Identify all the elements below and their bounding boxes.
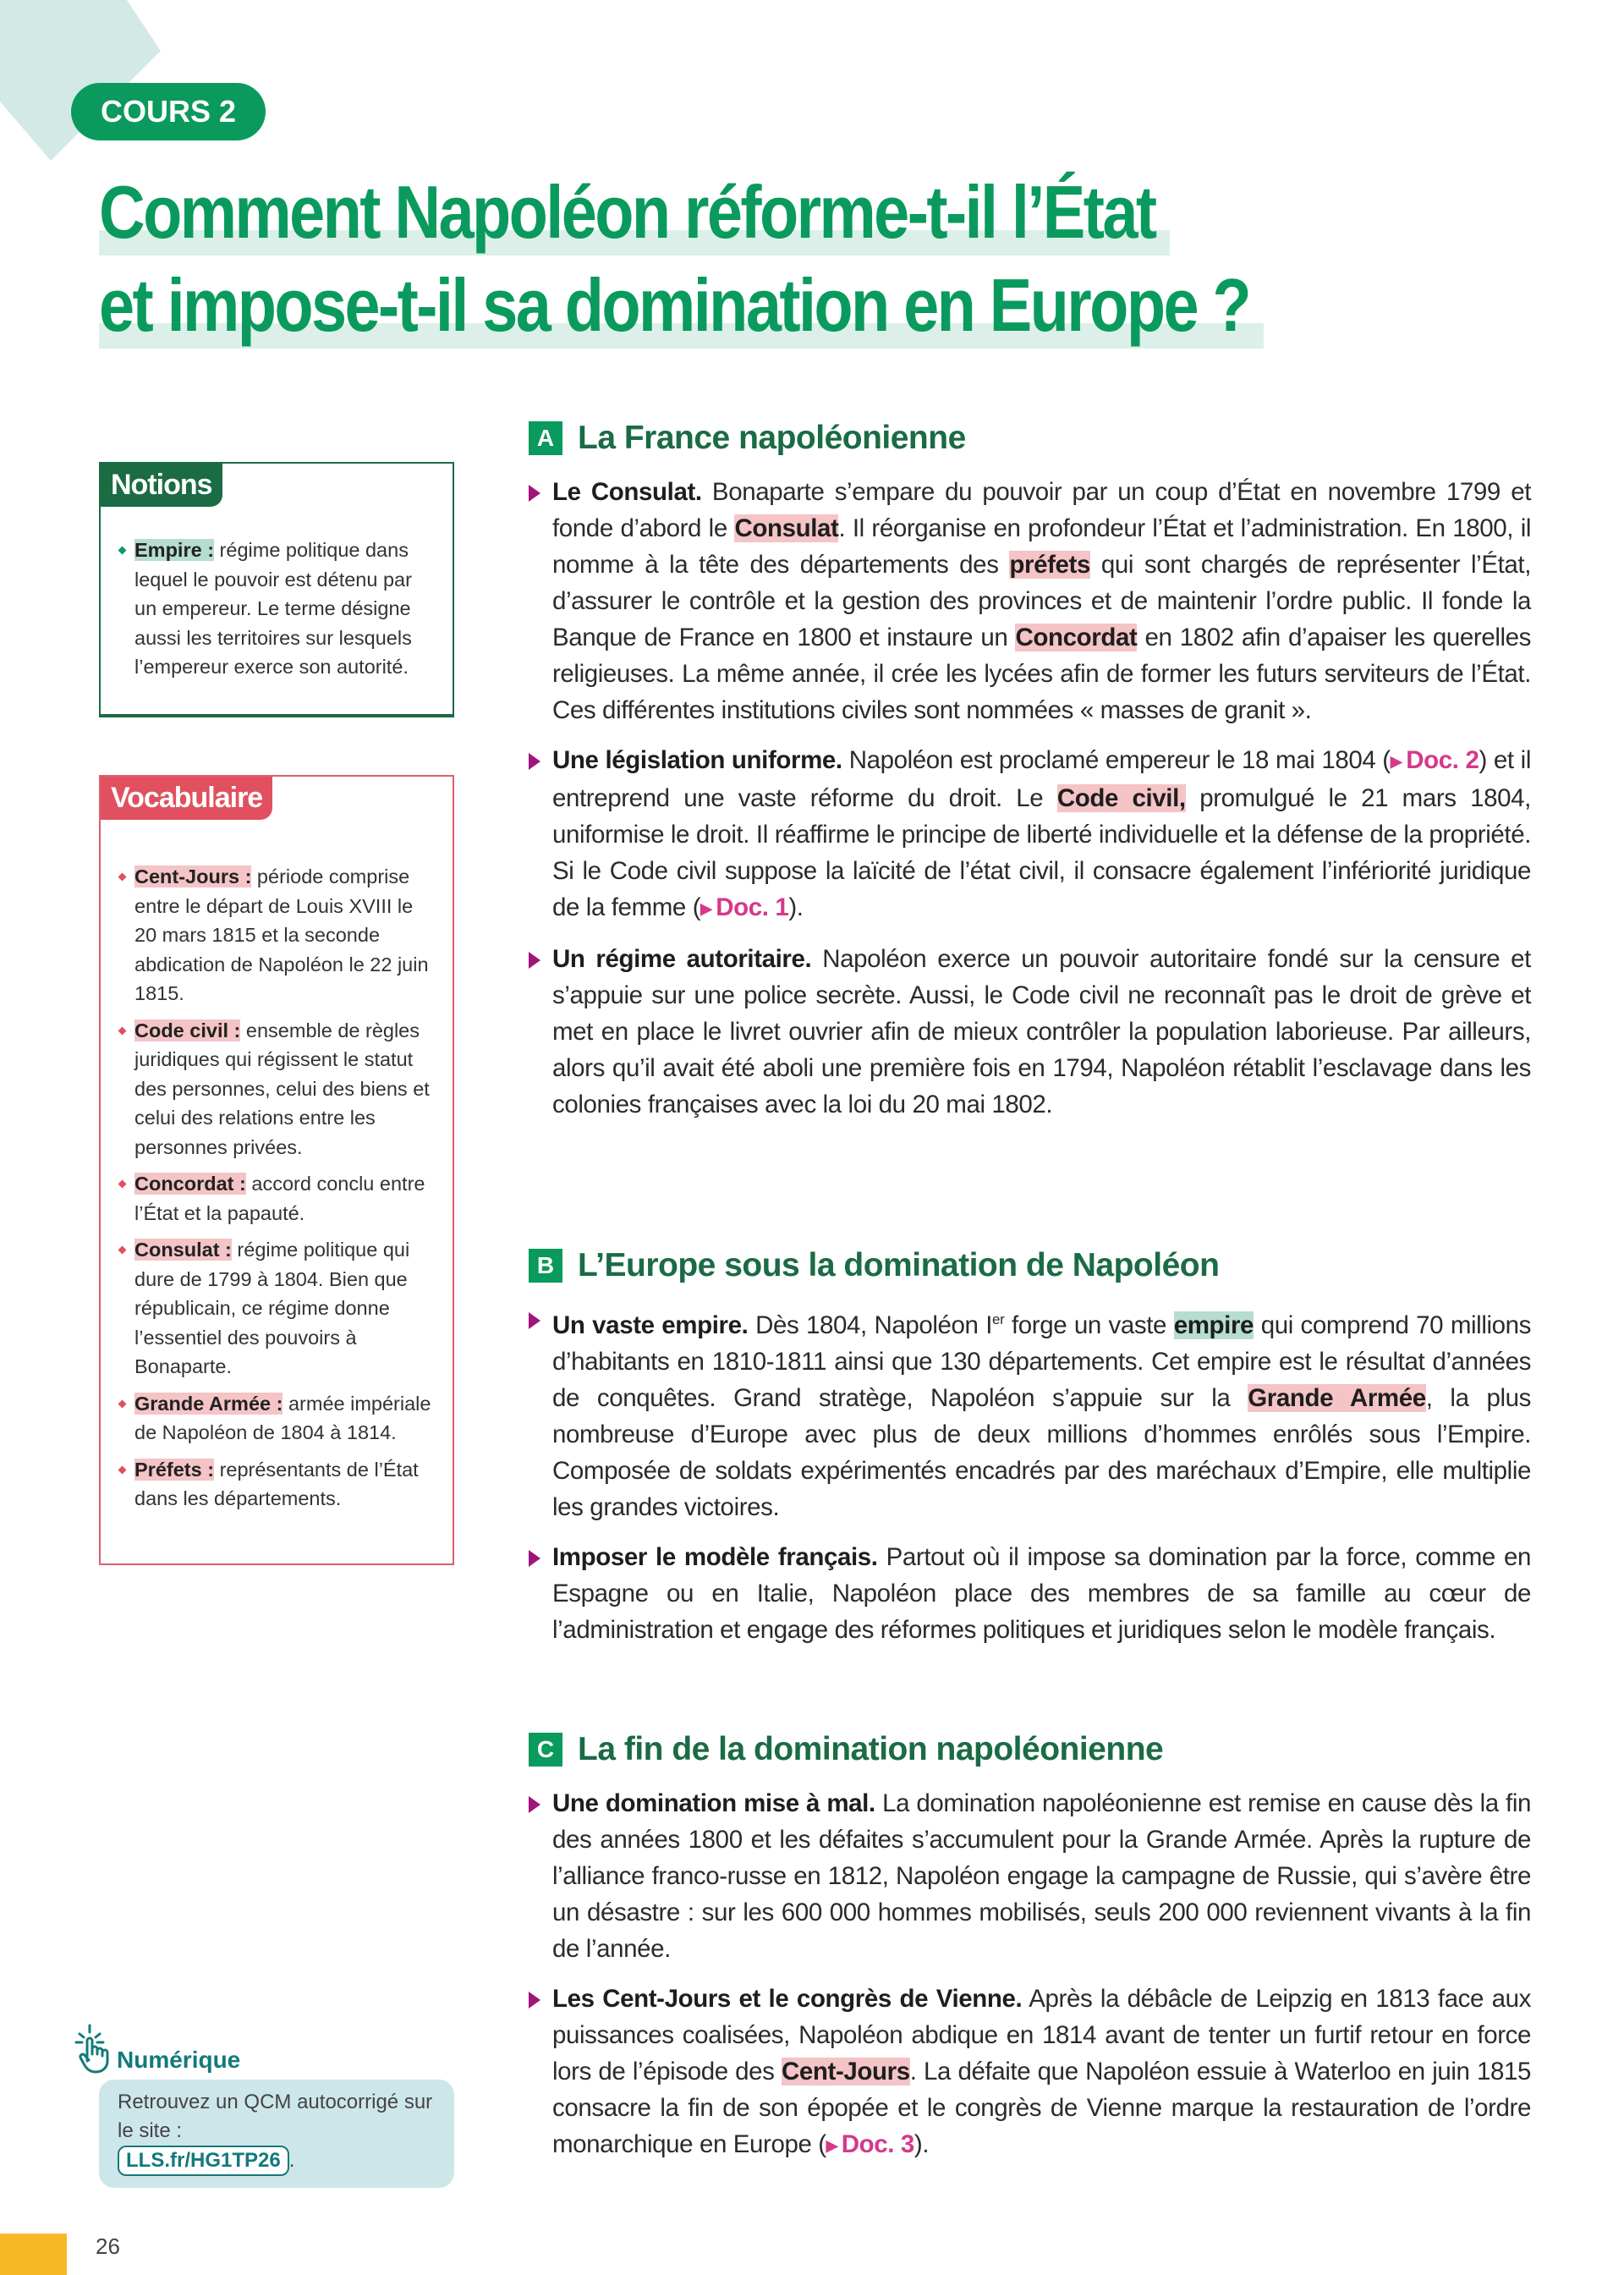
bullet-arrow-icon	[529, 952, 540, 969]
section-header	[529, 418, 1531, 459]
text-segment: ) et il entreprend une vaste réforme du droit. Le	[552, 746, 1531, 812]
vocab-definition: armée impériale de Napoléon de 1804 à 1814.	[134, 1392, 431, 1443]
section-title: La fin de la domination napoléonienne	[578, 1731, 1164, 1767]
vocab-term-highlight: préfets	[1009, 551, 1090, 579]
vocab-term-highlight: Grande Armée	[1248, 1383, 1426, 1412]
text-segment: , la plus nombreuse d’Europe avec plus de deux millions d’hommes enrôlés sous l’Empire. Composée de soldats expérimentés encadrés par des maréchaux d’Empire, elle multiplie les grandes victoires.	[552, 1383, 1531, 1521]
notions-title: Notions	[101, 464, 222, 507]
notion-item	[134, 536, 437, 682]
lead-phrase: Les Cent-Jours et le congrès de Vienne.	[552, 1985, 1023, 2013]
text-segment: Après la débâcle de Leipzig en 1813 face aux puissances coalisées, Napoléon abdique en 1814 avant de tenter un furtif retour en force lors de l’épisode des	[552, 1985, 1531, 2085]
section-letter-badge: A	[529, 421, 562, 455]
vocabulaire-box	[99, 775, 454, 1565]
notion-term: Empire :	[134, 539, 215, 561]
vocab-term-highlight: Concordat	[1015, 624, 1138, 651]
vocab-term: Concordat :	[134, 1173, 246, 1195]
notion-term-highlight: empire	[1173, 1311, 1254, 1339]
title-line-1: Comment Napoléon réforme-t-il l’État	[99, 166, 1155, 259]
vocab-definition: ensemble de règles juridiques qui régissent le statut des personnes, celui des biens et celui des relations entre les personnes privées.	[134, 1019, 430, 1158]
section-c	[529, 1729, 1531, 2178]
vocab-item	[134, 1455, 437, 1514]
lead-phrase: Une domination mise à mal.	[552, 1789, 875, 1817]
text-segment: La domination napoléonienne est remise en cause dès la fin des années 1800 et les défaites s’accumulent pour la Grande Armée. Après la rupture de l’alliance franco-russe en 1812, Napoléon engage la campagne de Russie, qui s’avère être un désastre : sur les 600 000 hommes mobilisés, seuls 200 000 reviennent vivants à la fin de l’année.	[552, 1789, 1531, 1963]
bullet-arrow-icon	[529, 485, 540, 502]
vocab-term: Préfets :	[134, 1458, 215, 1481]
text-segment: Bonaparte s’empare du pouvoir par un coup d’État en novembre 1799 et fonde d’abord le	[552, 478, 1531, 542]
vocab-definition: régime politique qui dure de 1799 à 1804. Bien que républicain, ce régime donne l’essentiel des pouvoirs à Bonaparte.	[134, 1239, 410, 1377]
vocab-definition: période comprise entre le départ de Louis XVIII le 20 mars 1815 et la seconde abdication de Napoléon le 22 juin 1815.	[134, 865, 429, 1004]
numerique-title: Numérique	[117, 2047, 241, 2073]
numerique-header	[73, 2022, 240, 2074]
paragraph	[529, 1785, 1531, 1967]
bullet-arrow-icon	[529, 1796, 540, 1813]
vocab-term: Code civil :	[134, 1019, 241, 1041]
notion-definition: régime politique dans lequel le pouvoir est détenu par un empereur. Le terme désigne aussi les territoires sur lesquels l’empereur exerce son autorité.	[134, 539, 412, 678]
section-title: La France napoléonienne	[578, 420, 966, 456]
vocab-item	[134, 1235, 437, 1382]
title-line-2: et impose-t-il sa domination en Europe ?	[99, 259, 1249, 352]
paragraph	[529, 1301, 1531, 1525]
vocab-term-highlight: Cent-Jours	[782, 2058, 910, 2085]
vocab-term: Consulat :	[134, 1239, 232, 1261]
bullet-arrow-icon	[529, 753, 540, 770]
text-segment: Partout où il impose sa domination par la force, comme en Espagne ou en Italie, Napoléon place des membres de sa famille au cœur de l’administration et engage des réformes politiques et juridiques selon le modèle français.	[552, 1542, 1531, 1644]
vocab-item	[134, 1169, 437, 1228]
lead-phrase: Un vaste empire.	[552, 1311, 749, 1339]
section-letter-badge: B	[529, 1249, 562, 1283]
bullet-arrow-icon	[529, 1992, 540, 2008]
paragraph	[529, 1539, 1531, 1648]
text-segment: . La défaite que Napoléon essuie à Waterloo en juin 1815 consacre la fin de son épopée et le congrès de Vienne marque la restauration de l’ordre monarchique en Europe (	[552, 2058, 1531, 2158]
text-segment: Napoléon exerce un pouvoir autoritaire fondé sur la censure et s’appuie sur une police secrète. Aussi, le Code civil ne reconnaît pas le droit de grève et met en place le livret ouvrier afin de mieux contrôler la population laborieuse. Par ailleurs, alors qu’il avait été aboli une première fois en 1794, Napoléon rétablit l’esclavage dans les colonies françaises avec la loi du 20 mai 1802.	[552, 945, 1531, 1118]
numerique-text: Retrouvez un QCM autocorrigé sur le site :	[118, 2091, 433, 2142]
numerique-box	[99, 2080, 454, 2188]
text-segment: Napoléon est proclamé empereur le 18 mai 1804 (	[842, 746, 1391, 774]
vocab-item	[134, 1016, 437, 1162]
vocab-definition: accord conclu entre l’État et la papauté.	[134, 1173, 425, 1224]
section-header	[529, 1245, 1531, 1286]
superscript: er	[992, 1311, 1005, 1327]
qcm-link[interactable]: LLS.fr/HG1TP26	[118, 2146, 289, 2176]
vocab-definition: représentants de l’État dans les départements.	[134, 1458, 419, 1509]
text-segment: Dès 1804, Napoléon I	[748, 1311, 993, 1339]
section-letter-badge: C	[529, 1733, 562, 1767]
vocab-term: Grande Armée :	[134, 1392, 283, 1415]
text-segment: ).	[788, 893, 804, 921]
paragraph	[529, 941, 1531, 1123]
doc-reference-link[interactable]: ▶ Doc. 1	[700, 893, 788, 921]
numerique-end: .	[288, 2149, 295, 2172]
bullet-arrow-icon	[529, 1312, 540, 1329]
section-a	[529, 418, 1531, 1136]
paragraph	[529, 1981, 1531, 2164]
text-segment: en 1802 afin d’apaiser les querelles religieuses. La même année, il crée les lycées afin de former les futurs serviteurs de l’État. Ces différentes institutions civiles sont nommées « masses de granit ».	[552, 624, 1531, 724]
text-segment: qui sont chargés de représenter l’État, d’assurer le contrôle et la gestion des provinces et de maintenir l’ordre public. Il fonde la Banque de France en 1800 et instaure un	[552, 551, 1532, 651]
vocabulaire-title: Vocabulaire	[101, 777, 272, 820]
page-number: 26	[96, 2234, 120, 2259]
lead-phrase: Un régime autoritaire.	[552, 945, 812, 973]
section-header	[529, 1729, 1531, 1770]
lead-phrase: Une législation uniforme.	[552, 746, 842, 774]
vocab-term-highlight: Code civil,	[1056, 784, 1186, 812]
vocab-item	[134, 862, 437, 1008]
vocab-item	[134, 1389, 437, 1448]
notions-box	[99, 462, 454, 717]
lead-phrase: Le Consulat.	[552, 478, 702, 506]
text-segment: . Il réorganise en profondeur l’État et l’administration. En 1800, il nomme à la tête des départements des	[552, 514, 1532, 579]
vocab-term: Cent-Jours :	[134, 865, 252, 887]
text-segment: promulgué le 21 mars 1804, uniformise le droit. Il réaffirme le principe de liberté individuelle et la défense de la propriété. Si le Code civil suppose la laïcité de l’état civil, il consacre également l’infériorité juridique de la femme (	[552, 784, 1531, 921]
course-label: COURS 2	[71, 83, 266, 140]
section-b	[529, 1245, 1531, 1662]
pointing-hand-icon	[73, 2024, 117, 2074]
vocab-term-highlight: Consulat	[734, 514, 839, 542]
doc-reference-link[interactable]: ▶ Doc. 3	[826, 2130, 914, 2158]
text-segment: ).	[914, 2130, 930, 2158]
page-title	[99, 166, 1263, 352]
text-segment: qui comprend 70 millions d’habitants en 1810-1811 ainsi que 130 départements. Cet empire est le résultat d’années de conquêtes. Grand stratège, Napoléon s’appuie sur la	[552, 1311, 1531, 1412]
doc-reference-link[interactable]: ▶ Doc. 2	[1391, 746, 1479, 774]
paragraph	[529, 474, 1531, 728]
page-corner-tab	[0, 2234, 67, 2275]
text-segment: forge un vaste	[1004, 1311, 1174, 1339]
bullet-arrow-icon	[529, 1550, 540, 1567]
lead-phrase: Imposer le modèle français.	[552, 1542, 878, 1571]
paragraph	[529, 742, 1531, 927]
section-title: L’Europe sous la domination de Napoléon	[578, 1247, 1220, 1283]
